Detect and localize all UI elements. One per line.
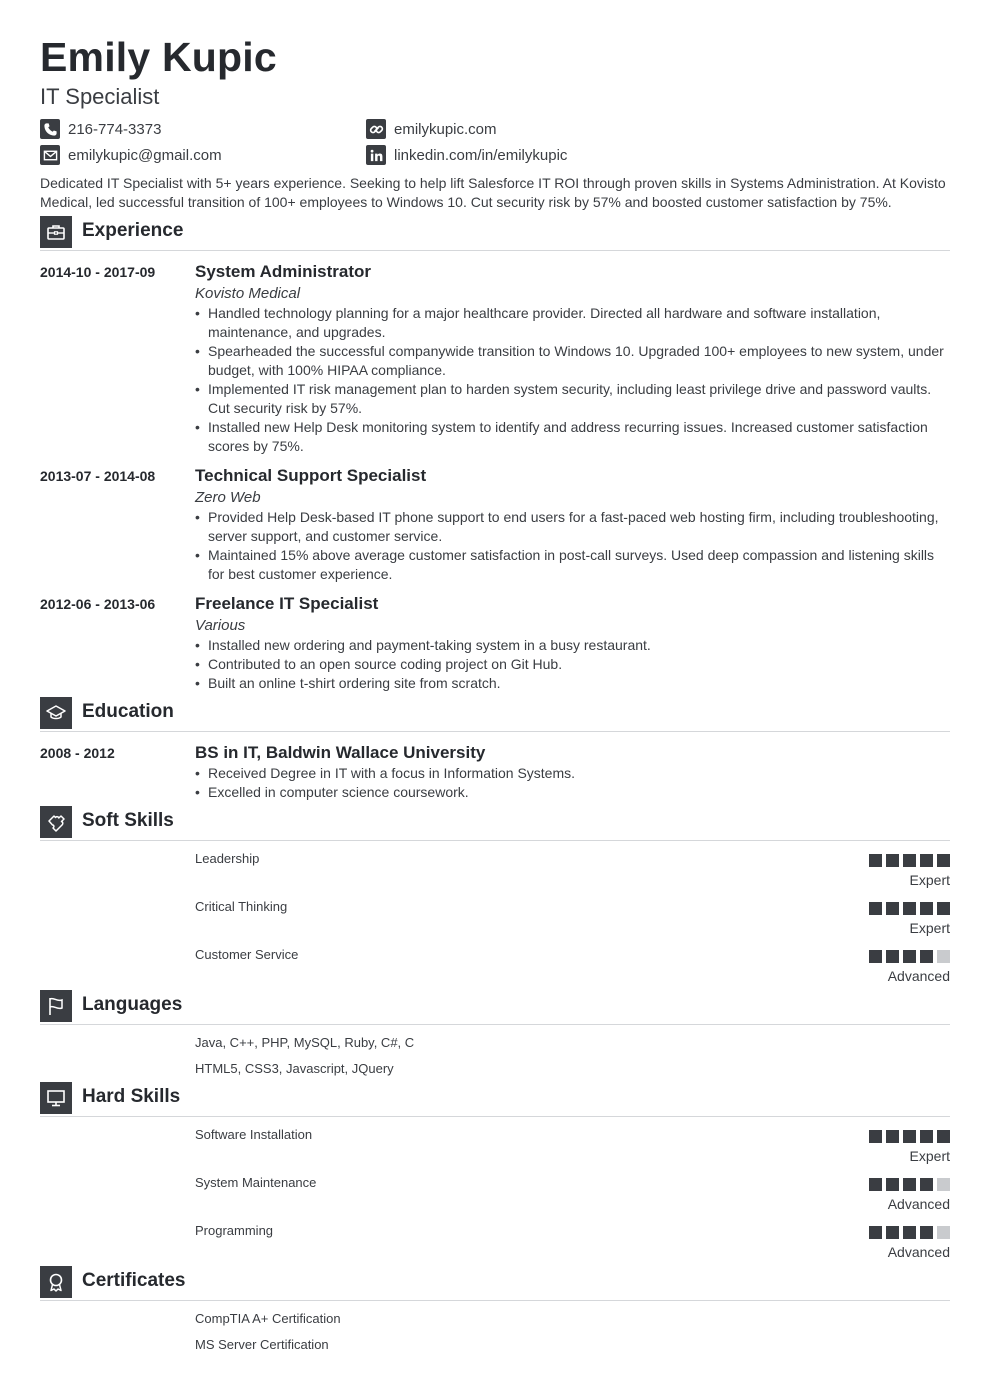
job-bullets <box>195 508 950 584</box>
award-ribbon-icon <box>40 1266 72 1298</box>
list-item: • Contributed to an open source coding project on Git Hub. <box>195 655 950 674</box>
education-title: BS in IT, Baldwin Wallace University <box>195 743 486 762</box>
resume-name: Emily Kupic <box>40 34 277 80</box>
contact-phone-text: 216-774-3373 <box>68 120 162 138</box>
skill-level: Advanced <box>887 1196 950 1212</box>
skill-name: System Maintenance <box>195 1175 317 1190</box>
section-title-hard-skills: Hard Skills <box>82 1086 181 1107</box>
job-company: Zero Web <box>195 489 261 506</box>
rating-square-filled <box>903 1226 916 1239</box>
job-title: System Administrator <box>195 262 372 281</box>
graduation-cap-icon <box>40 697 72 729</box>
skill-name: Critical Thinking <box>195 899 288 914</box>
section-divider <box>40 1116 950 1117</box>
job-bullets <box>195 304 950 456</box>
rating-square-filled <box>886 1226 899 1239</box>
rating-square-filled <box>869 902 882 915</box>
flag-icon <box>40 990 72 1022</box>
skill-name: Leadership <box>195 851 260 866</box>
contact-email[interactable] <box>40 145 222 165</box>
skill-rating <box>869 950 950 963</box>
rating-square-filled <box>903 950 916 963</box>
section-hard-skills <box>40 1082 950 1114</box>
phone-icon <box>40 119 60 139</box>
rating-square-filled <box>937 854 950 867</box>
job-dates: 2012-06 - 2013-06 <box>40 596 156 612</box>
contact-website-text: emilykupic.com <box>394 120 497 138</box>
rating-square-filled <box>869 950 882 963</box>
rating-square-filled <box>886 1178 899 1191</box>
job-company: Various <box>195 617 246 634</box>
resume-page <box>40 0 950 1400</box>
rating-square-filled <box>869 1130 882 1143</box>
briefcase-icon <box>40 216 72 248</box>
language-line: HTML5, CSS3, Javascript, JQuery <box>195 1061 394 1076</box>
skill-name: Customer Service <box>195 947 299 962</box>
certificate-item: CompTIA A+ Certification <box>195 1311 341 1326</box>
list-item: • Handled technology planning for a major healthcare provider. Directed all hardware and software installation, maintenance, and upgrades. <box>195 304 950 342</box>
contact-phone <box>40 119 161 139</box>
skill-rating <box>869 902 950 915</box>
link-icon <box>366 119 386 139</box>
list-item: • Spearheaded the successful companywide transition to Windows 10. Upgraded 100+ employees to new system, under budget, with 100% HIPAA compliance. <box>195 342 950 380</box>
section-title-education: Education <box>82 701 174 722</box>
rating-square-filled <box>920 1178 933 1191</box>
job-title: Freelance IT Specialist <box>195 594 379 613</box>
rating-square-filled <box>903 902 916 915</box>
education-bullets <box>195 764 950 802</box>
list-item: • Received Degree in IT with a focus in Information Systems. <box>195 764 950 783</box>
certificate-item: MS Server Certification <box>195 1337 329 1352</box>
section-education <box>40 697 950 729</box>
skill-level: Expert <box>909 1148 950 1164</box>
skill-rating <box>869 854 950 867</box>
section-title-languages: Languages <box>82 994 183 1015</box>
section-title-soft-skills: Soft Skills <box>82 810 174 831</box>
rating-square-filled <box>937 1130 950 1143</box>
section-title-experience: Experience <box>82 220 184 241</box>
section-soft-skills <box>40 806 950 838</box>
language-line: Java, C++, PHP, MySQL, Ruby, C#, C <box>195 1035 415 1050</box>
list-item: • Maintained 15% above average customer satisfaction in post-call surveys. Used deep compassion and listening skills for best customer experience. <box>195 546 950 584</box>
rating-square-filled <box>886 1130 899 1143</box>
rating-square-filled <box>886 854 899 867</box>
skill-name: Programming <box>195 1223 274 1238</box>
skill-rating <box>869 1226 950 1239</box>
rating-square-filled <box>886 902 899 915</box>
resume-role: IT Specialist <box>40 84 160 109</box>
summary-text: Dedicated IT Specialist with 5+ years experience. Seeking to help lift Salesforce IT ROI through proven skills in Systems Administration. At Kovisto Medical, led successful transition of 100+ employees to Windows 10. Cut security risk by 57% and boosted customer satisfaction by 75%. <box>40 175 946 210</box>
rating-square-filled <box>920 950 933 963</box>
job-dates: 2013-07 - 2014-08 <box>40 468 156 484</box>
rating-square-filled <box>886 950 899 963</box>
list-item: • Implemented IT risk management plan to harden system security, including least privilege drive and password vaults. Cut security risk by 57%. <box>195 380 950 418</box>
list-item: • Excelled in computer science coursework. <box>195 783 950 802</box>
skill-level: Expert <box>909 872 950 888</box>
rating-square-empty <box>937 950 950 963</box>
list-item: • Installed new Help Desk monitoring system to identify and address recurring issues. Increased customer satisfaction scores by 75%. <box>195 418 950 456</box>
rating-square-empty <box>937 1226 950 1239</box>
puzzle-icon <box>40 806 72 838</box>
rating-square-filled <box>903 854 916 867</box>
skill-rating <box>869 1178 950 1191</box>
rating-square-filled <box>869 1226 882 1239</box>
contact-website[interactable] <box>366 119 497 139</box>
rating-square-filled <box>920 1130 933 1143</box>
section-divider <box>40 731 950 732</box>
section-experience <box>40 216 950 248</box>
job-bullets <box>195 636 950 693</box>
linkedin-icon <box>366 145 386 165</box>
rating-square-filled <box>937 902 950 915</box>
rating-square-filled <box>869 854 882 867</box>
job-dates: 2014-10 - 2017-09 <box>40 264 156 280</box>
skill-name: Software Installation <box>195 1127 313 1142</box>
list-item: • Installed new ordering and payment-taking system in a busy restaurant. <box>195 636 950 655</box>
rating-square-filled <box>920 854 933 867</box>
rating-square-filled <box>903 1178 916 1191</box>
section-divider <box>40 250 950 251</box>
contact-email-text: emilykupic@gmail.com <box>68 146 222 164</box>
job-company: Kovisto Medical <box>195 285 301 302</box>
section-languages <box>40 990 950 1022</box>
section-divider <box>40 1024 950 1025</box>
skill-level: Expert <box>909 920 950 936</box>
contact-linkedin[interactable] <box>366 145 567 165</box>
education-dates: 2008 - 2012 <box>40 745 115 761</box>
section-divider <box>40 840 950 841</box>
rating-square-filled <box>920 1226 933 1239</box>
monitor-icon <box>40 1082 72 1114</box>
section-certificates <box>40 1266 950 1298</box>
section-divider <box>40 1300 950 1301</box>
job-title: Technical Support Specialist <box>195 466 427 485</box>
list-item: • Built an online t-shirt ordering site from scratch. <box>195 674 950 693</box>
rating-square-filled <box>903 1130 916 1143</box>
contact-linkedin-text: linkedin.com/in/emilykupic <box>394 146 568 164</box>
rating-square-filled <box>920 902 933 915</box>
mail-icon <box>40 145 60 165</box>
skill-rating <box>869 1130 950 1143</box>
rating-square-empty <box>937 1178 950 1191</box>
list-item: • Provided Help Desk-based IT phone support to end users for a fast-paced web hosting firm, including troubleshooting, server support, and customer service. <box>195 508 950 546</box>
skill-level: Advanced <box>887 968 950 984</box>
skill-level: Advanced <box>887 1244 950 1260</box>
rating-square-filled <box>869 1178 882 1191</box>
section-title-certificates: Certificates <box>82 1270 186 1291</box>
